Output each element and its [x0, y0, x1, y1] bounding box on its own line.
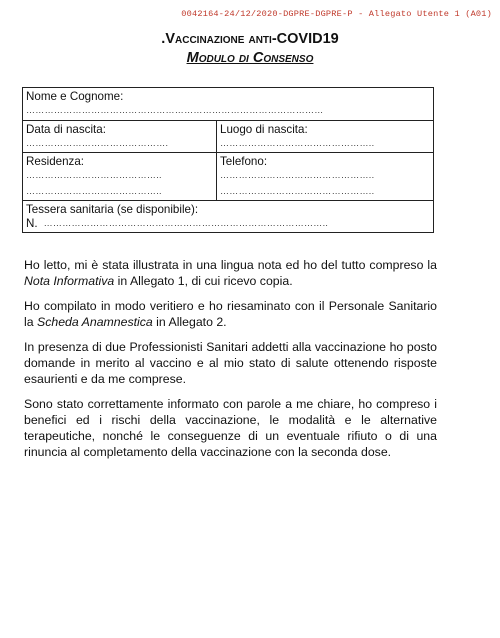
phone-dots-2: …………………………………………..: [220, 186, 375, 196]
title-prefix: .: [161, 31, 166, 47]
p1-italic: Nota Informativa: [24, 274, 115, 288]
health-card-n: N.: [26, 217, 38, 230]
document-subtitle: [0, 50, 500, 67]
paragraph-scheda-anamnestica: [24, 298, 437, 330]
p2-text-b: in Allegato 2.: [152, 315, 227, 329]
dob-field[interactable]: [23, 121, 216, 152]
residence-label: Residenza:: [26, 155, 85, 168]
paragraph-informato: Sono stato correttamente informato con parole a me chiare, ho compreso i benefici ed i rischi della vaccinazione, le modalità e le alternative terapeutiche, nonché le conseguenze di un eventuale rifiuto o di una rinuncia al completamento della vaccinazione con la seconda dose.: [24, 397, 437, 459]
form-row-card: [23, 201, 433, 232]
pob-label: Luogo di nascita:: [220, 123, 308, 136]
residence-dots-2: ……………………………………..: [26, 186, 162, 196]
phone-field[interactable]: [216, 153, 433, 200]
p2-text-a: Ho compilato in modo veritiero e ho riesaminato con il Personale Sanitario la: [24, 299, 437, 329]
dob-label: Data di nascita:: [26, 123, 106, 136]
health-card-label: Tessera sanitaria (se disponibile):: [26, 203, 199, 216]
title-covid: -COVID19: [271, 31, 339, 47]
subtitle-text: [187, 50, 314, 66]
name-dots: ……………………………………………………………………………………: [26, 105, 324, 115]
title-main: Vaccinazione anti: [165, 31, 272, 47]
p1-text-b: in Allegato 1, di cui ricevo copia.: [114, 274, 293, 288]
form-row-birth: [23, 121, 433, 153]
name-field[interactable]: [23, 88, 433, 120]
residence-dots-1: ……………………………………..: [26, 170, 162, 180]
subtitle-word1: Modulo di: [186, 50, 253, 66]
health-card-dots: ………………………………………………………………………………..: [43, 218, 329, 228]
form-row-name: [23, 88, 433, 121]
name-label: Nome e Cognome:: [26, 90, 124, 103]
pob-field[interactable]: [216, 121, 433, 152]
p1-text-a: Ho letto, mi è stata illustrata in una lingua nota ed ho del tutto compreso la: [24, 258, 437, 272]
personal-data-form: [22, 87, 434, 233]
health-card-field[interactable]: [23, 201, 433, 232]
dob-dots: ……………………………………….: [26, 138, 169, 148]
paragraph-nota-informativa: [24, 257, 437, 289]
pob-dots: …………………………………………..: [220, 138, 375, 148]
document-title: [0, 31, 500, 48]
residence-field[interactable]: [23, 153, 216, 200]
protocol-stamp: 0042164-24/12/2020-DGPRE-DGPRE-P - Allegato Utente 1 (A01): [181, 9, 492, 19]
subtitle-word2: Consenso: [252, 50, 314, 66]
consent-text: [24, 257, 437, 469]
phone-label: Telefono:: [220, 155, 268, 168]
paragraph-professionisti: In presenza di due Professionisti Sanitari addetti alla vaccinazione ho posto domande in merito al vaccino e al mio stato di salute ottenendo risposte esaurienti e da me comprese.: [24, 340, 437, 386]
form-row-contact: [23, 153, 433, 201]
phone-dots-1: …………………………………………..: [220, 170, 375, 180]
p2-italic: Scheda Anamnestica: [37, 315, 153, 329]
health-card-number-line: [26, 217, 430, 230]
